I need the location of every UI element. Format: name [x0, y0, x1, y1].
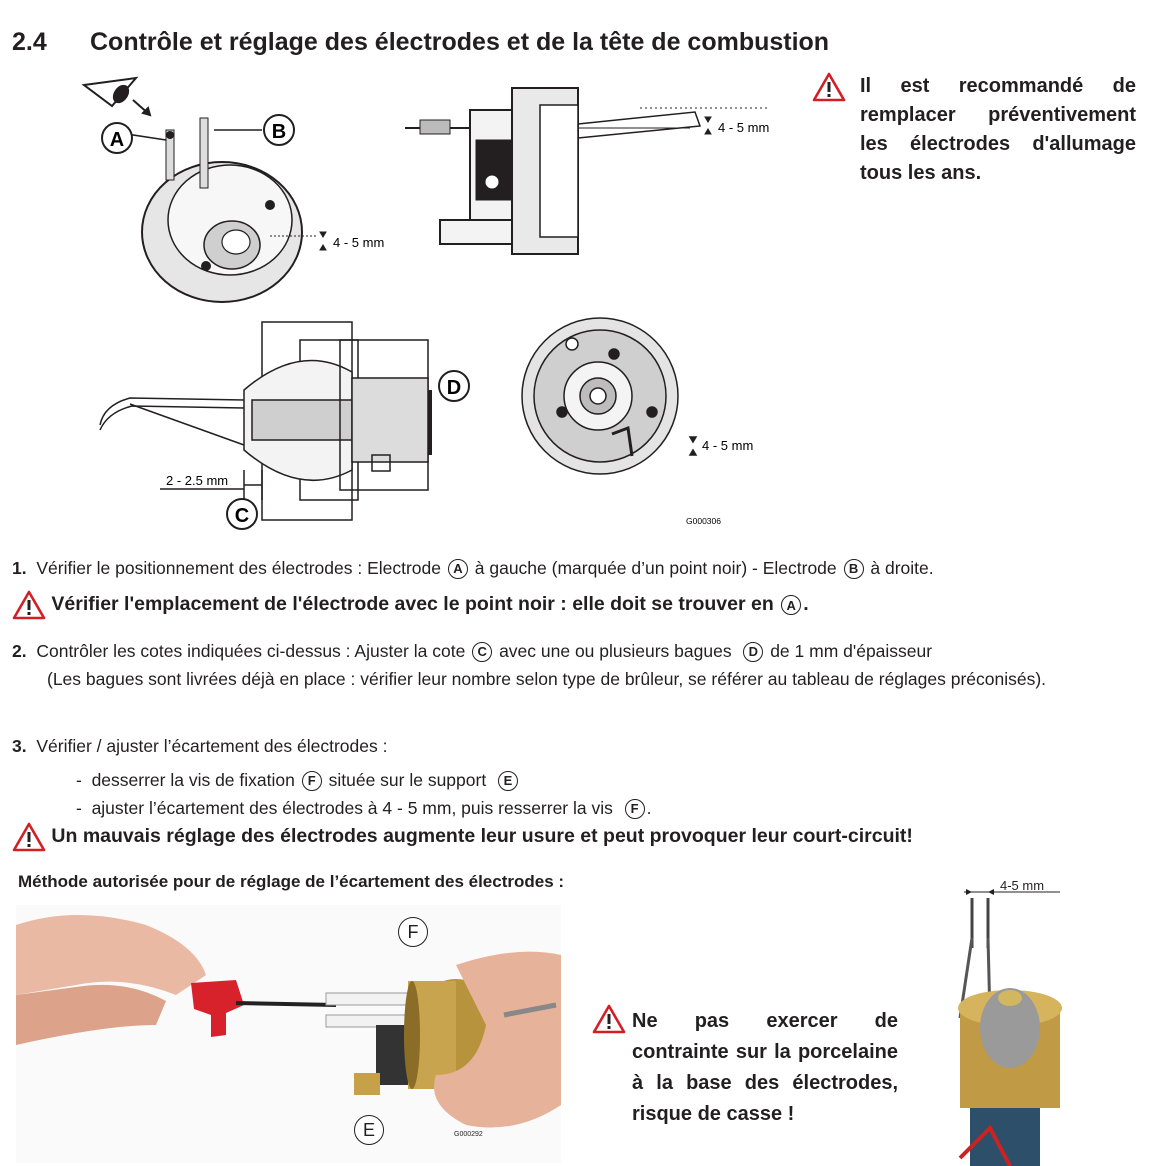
warning-icon — [592, 1004, 626, 1034]
section-number: 2.4 — [12, 28, 47, 56]
dim-label-2: 4 - 5 mm — [718, 120, 770, 135]
svg-text:C: C — [234, 505, 250, 527]
warning-icon — [12, 590, 46, 620]
svg-text:A: A — [109, 129, 125, 151]
label-b-circle: B — [844, 559, 864, 579]
step-1: 1. Vérifier le positionnement des électrodes : Electrode A à gauche (marquée d’un point noir) - Electrode B à droite. — [12, 558, 934, 578]
label-c-circle — [227, 499, 257, 529]
svg-text:D: D — [446, 377, 462, 399]
svg-text:B: B — [271, 121, 287, 143]
label-a-circle: A — [448, 559, 468, 579]
warning-porcelain: Ne pas exercer de contrainte sur la porcelaine à la base des électrodes, risque de casse ! — [632, 1010, 898, 1125]
warning-replace-electrodes: Il est recommandé de remplacer préventivement les électrodes d'allumage tous les ans. — [860, 75, 1136, 184]
label-e-circle: E — [498, 771, 518, 791]
label-d-circle: D — [743, 642, 763, 662]
photo-adjusting-electrodes — [16, 905, 561, 1163]
step-2: 2. Contrôler les cotes indiquées ci-dessus : Ajuster la cote C avec une ou plusieurs bagues D de 1 mm d'épaisseur — [12, 641, 933, 661]
label-e-circle: E — [354, 1115, 384, 1145]
warning-bad-setting: Un mauvais réglage des électrodes augmente leur usure et peut provoquer leur court-circuit! — [12, 822, 913, 852]
label-a-circle — [102, 123, 132, 153]
eye-icon — [84, 78, 150, 115]
warning-icon — [12, 822, 46, 852]
burner-head-side-view — [405, 88, 770, 254]
label-d-circle — [439, 371, 469, 401]
dim-label-3: 4 - 5 mm — [702, 438, 754, 453]
label-f-circle: F — [625, 799, 645, 819]
photo-electrode-gap — [930, 878, 1090, 1166]
figure-ref: G000306 — [686, 516, 721, 526]
burner-head-front-view — [522, 318, 696, 474]
label-c-circle: C — [472, 642, 492, 662]
electrode-diagram — [0, 60, 800, 550]
label-f-circle: F — [302, 771, 322, 791]
label-f-circle: F — [398, 917, 428, 947]
method-title: Méthode autorisée pour de réglage de l’écartement des électrodes : — [18, 872, 565, 891]
warning-black-dot: Vérifier l'emplacement de l'électrode avec le point noir : elle doit se trouver en A . — [12, 590, 809, 620]
step-2-note: (Les bagues sont livrées déjà en place : vérifier leur nombre selon type de brûleur, se référer au tableau de réglages préconisés). — [47, 669, 1047, 689]
dim-label-1: 4 - 5 mm — [333, 235, 385, 250]
photo-ref: G000292 — [454, 1131, 483, 1138]
label-a-circle: A — [781, 595, 801, 615]
section-title: Contrôle et réglage des électrodes et de la tête de combustion — [90, 28, 830, 56]
dim-label-c: 2 - 2.5 mm — [166, 473, 229, 488]
burner-head-perspective — [120, 118, 302, 302]
step-3: 3. Vérifier / ajuster l’écartement des électrodes : — [12, 736, 388, 756]
dim-label-photo: 4-5 mm — [1000, 878, 1045, 893]
warning-icon — [812, 72, 846, 102]
step-3-sub-1: - desserrer la vis de fixation F située sur le support E — [76, 767, 520, 793]
step-3-sub-2: - ajuster l’écartement des électrodes à 4 - 5 mm, puis resserrer la vis F . — [76, 798, 652, 818]
burner-head-cross-section — [100, 322, 430, 520]
label-b-circle — [264, 115, 294, 145]
